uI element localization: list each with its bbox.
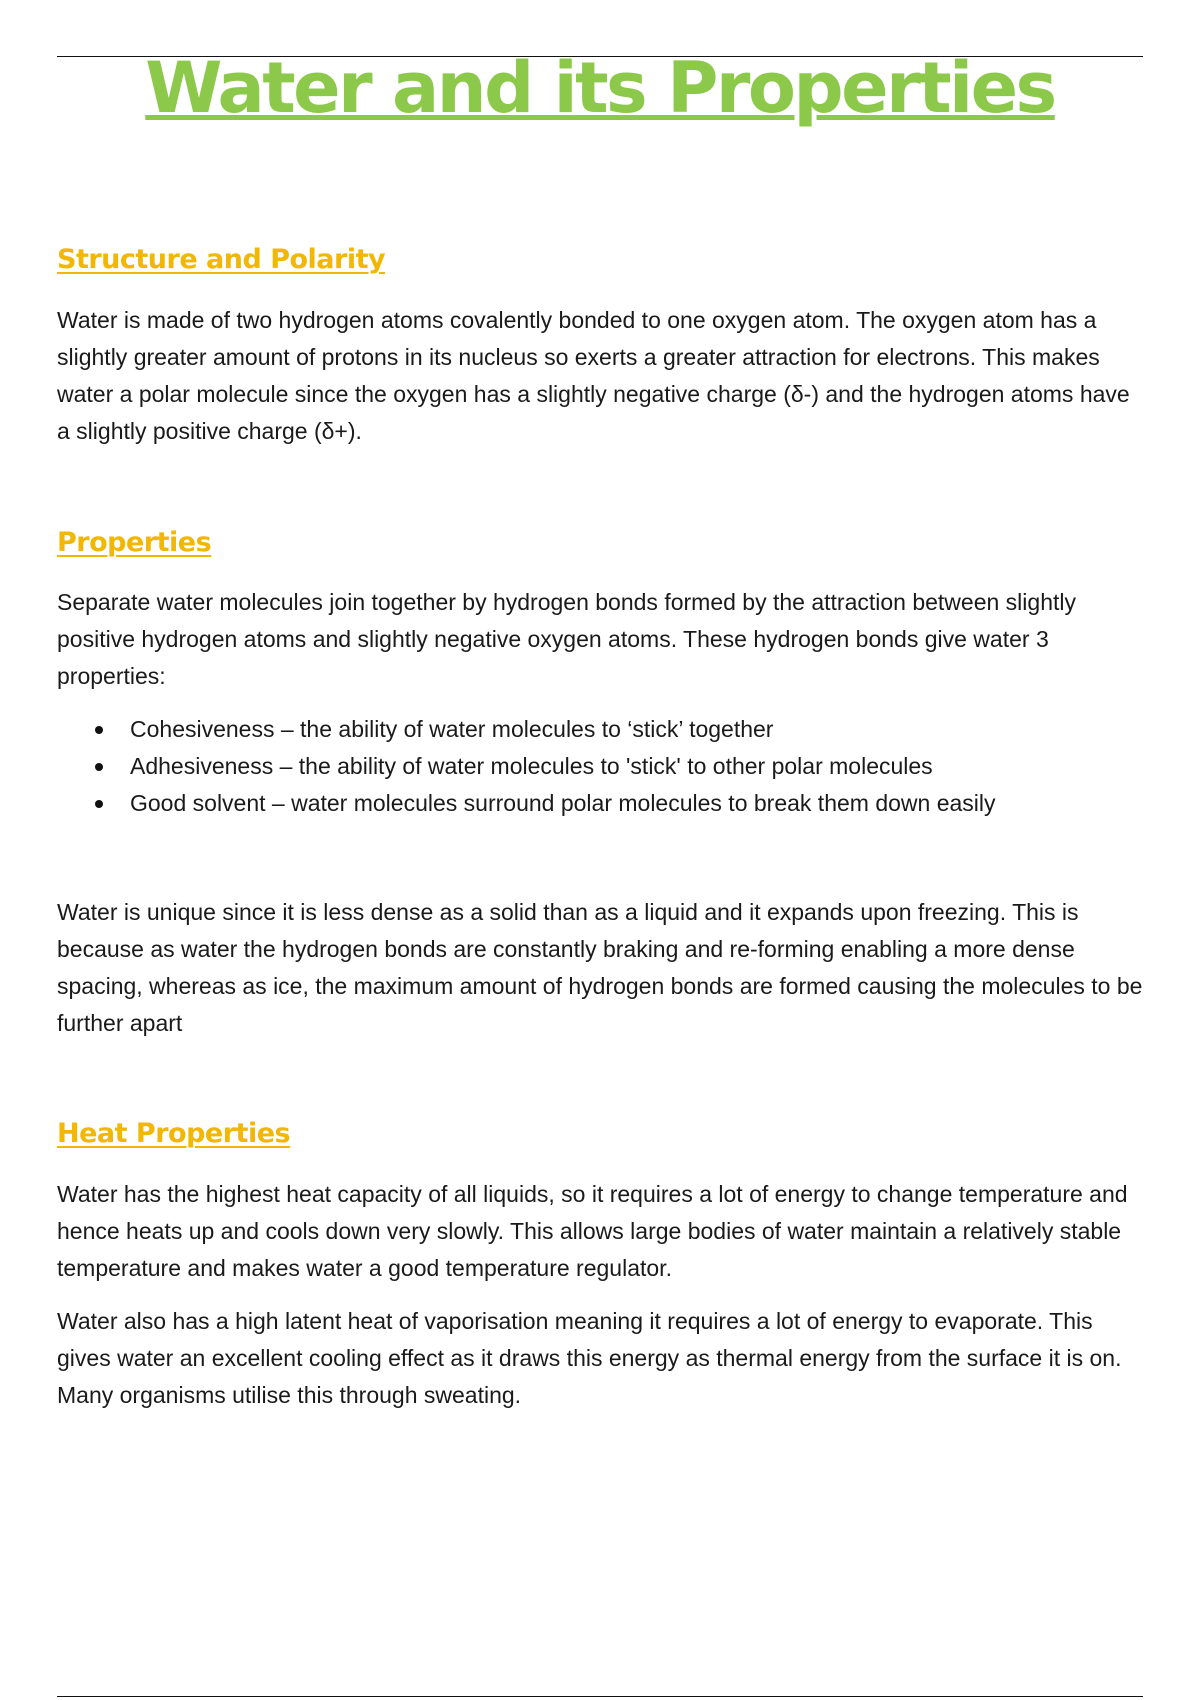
section-heading-structure-polarity: Structure and Polarity — [57, 244, 386, 275]
section-heading-properties: Properties — [57, 527, 212, 558]
footer-rule — [57, 1696, 1143, 1697]
section-body-properties — [57, 584, 1147, 695]
list-item — [57, 748, 1147, 785]
paragraph: Water is unique since it is less dense as a solid than as a liquid and it expands upon freezing. This is because as water the hydrogen bonds are constantly braking and re-forming enabling a more dense spacing, whereas as ice, the maximum amount of hydrogen bonds are formed causing the molecules to be further apart — [57, 899, 1143, 1036]
paragraph: Separate water molecules join together by hydrogen bonds formed by the attraction between slightly positive hydrogen atoms and slightly negative oxygen atoms. These hydrogen bonds give water 3 properties: — [57, 589, 1076, 689]
section-heading-heat-properties: Heat Properties — [57, 1118, 291, 1149]
section-body-structure-polarity — [57, 302, 1147, 450]
list-item — [57, 711, 1147, 748]
section-body-density — [57, 894, 1147, 1042]
section-body-heat-capacity — [57, 1176, 1147, 1287]
section-body-latent-heat — [57, 1303, 1147, 1414]
bullet-icon — [95, 800, 103, 808]
list-item-text: Adhesiveness – the ability of water molecules to 'stick' to other polar molecules — [130, 753, 933, 779]
paragraph: Water has the highest heat capacity of all liquids, so it requires a lot of energy to change temperature and hence heats up and cools down very slowly. This allows large bodies of water maintain a relatively stable temperature and makes water a good temperature regulator. — [57, 1181, 1128, 1281]
paragraph: Water also has a high latent heat of vaporisation meaning it requires a lot of energy to evaporate. This gives water an excellent cooling effect as it draws this energy as thermal energy from the surface it is on. Many organisms utilise this through sweating. — [57, 1308, 1122, 1408]
bullet-icon — [95, 763, 103, 771]
paragraph: Water is made of two hydrogen atoms covalently bonded to one oxygen atom. The oxygen atom has a slightly greater amount of protons in its nucleus so exerts a greater attraction for electrons. This makes water a polar molecule since the oxygen has a slightly negative charge (δ-) and the hydrogen atoms have a slightly positive charge (δ+). — [57, 307, 1130, 444]
document-title: Water and its Properties — [145, 47, 1055, 129]
list-item-text: Good solvent – water molecules surround polar molecules to break them down easily — [130, 790, 996, 816]
properties-bullet-list — [57, 711, 1147, 822]
list-item — [57, 785, 1147, 822]
bullet-icon — [95, 726, 103, 734]
list-item-text: Cohesiveness – the ability of water molecules to ‘stick’ together — [130, 716, 774, 742]
